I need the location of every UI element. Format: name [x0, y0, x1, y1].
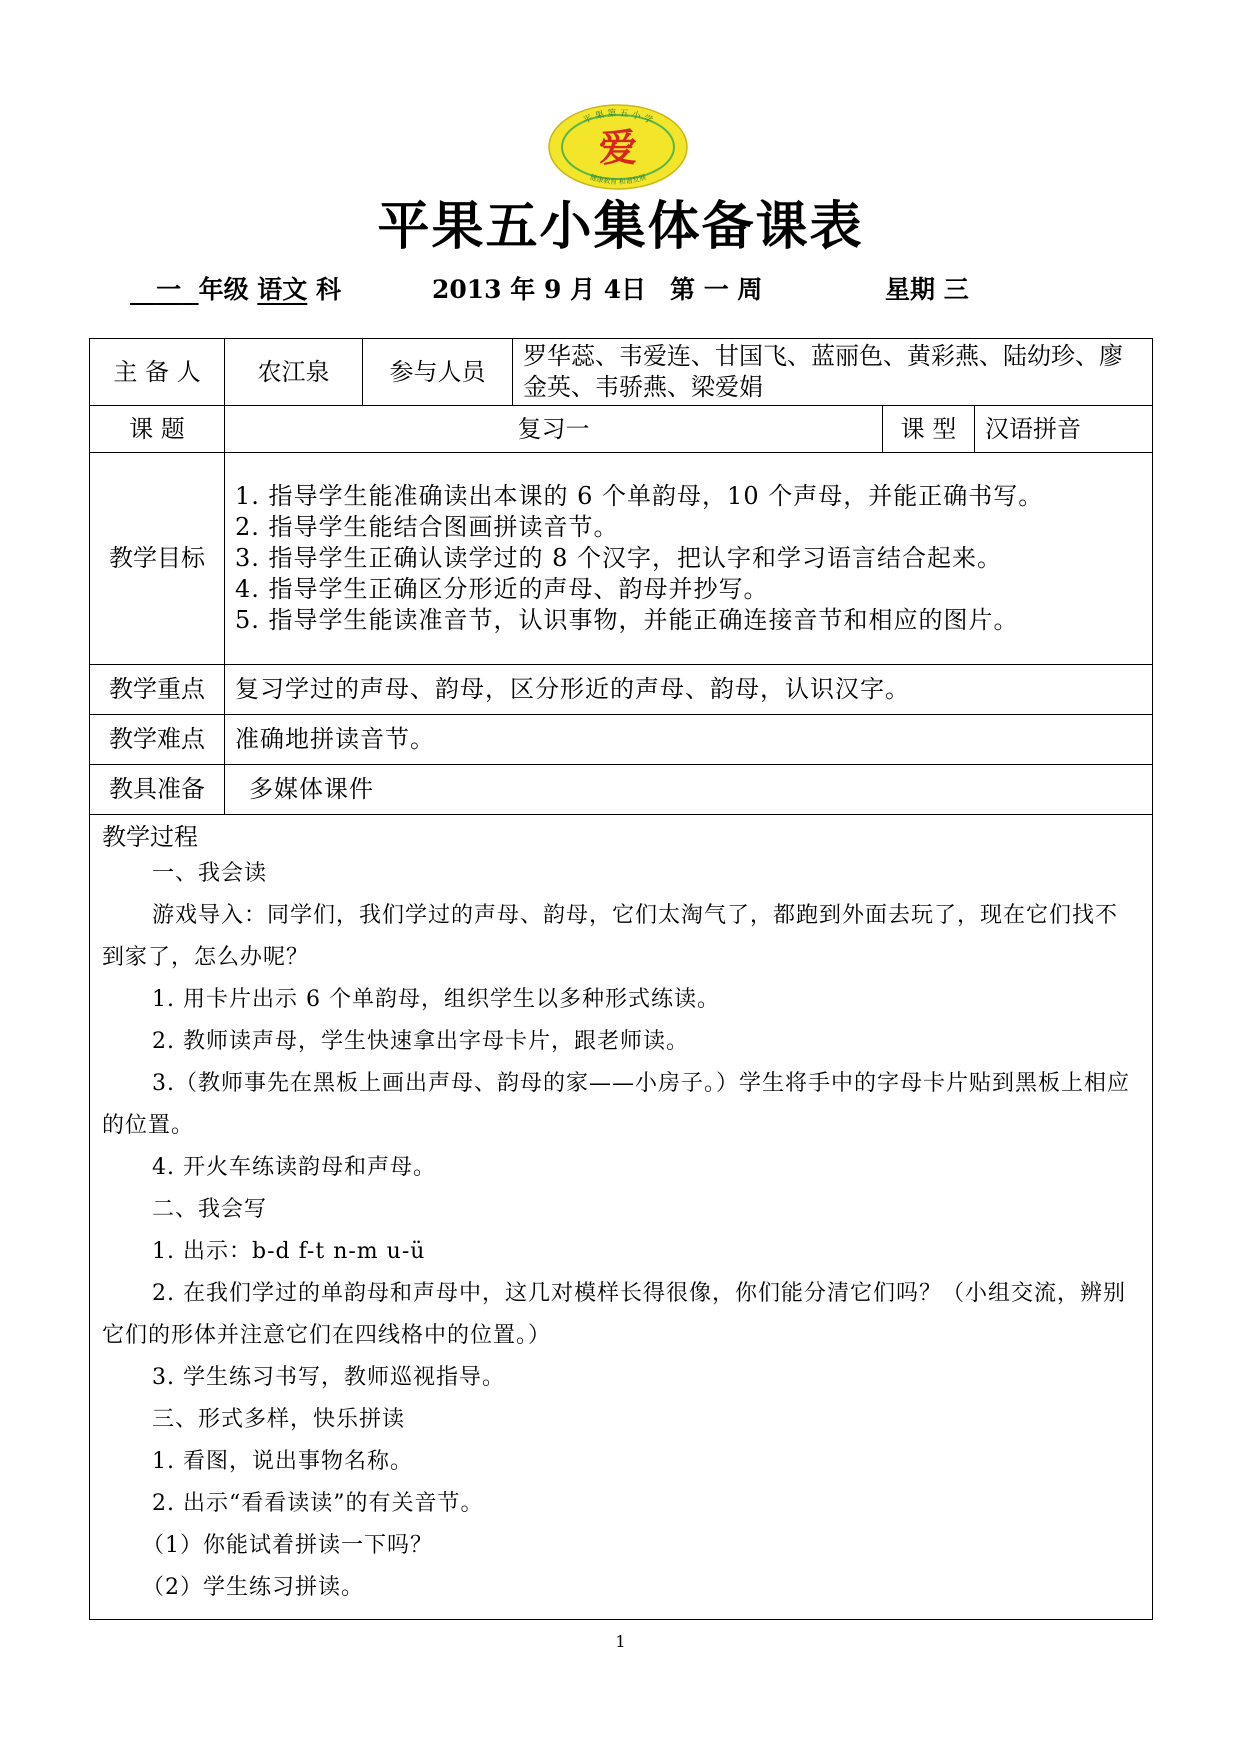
row-difficulty — [90, 715, 1153, 765]
logo-glyph: 爱 — [598, 126, 638, 170]
row-people — [90, 339, 1153, 406]
row-process — [90, 815, 1153, 1620]
process-line: 1. 出示：b-d f-t n-m u-ü — [152, 1239, 426, 1264]
process-line: 游戏导入：同学们，我们学过的声母、韵母，它们太淘气了，都跑到外面去玩了，现在它们找不到家了，怎么办呢？ — [102, 903, 1119, 970]
process-line: 3.（教师事先在黑板上画出声母、韵母的家——小房子。）学生将手中的字母卡片贴到黑板上相应的位置。 — [102, 1071, 1130, 1138]
page-title: 平果五小集体备课表 — [377, 197, 864, 257]
objective-item: 4. 指导学生正确区分形近的声母、韵母并抄写。 — [235, 575, 769, 603]
type-value: 汉语拼音 — [975, 406, 1153, 453]
process-line: （2）学生练习拼读。 — [142, 1575, 364, 1600]
row-tools — [90, 765, 1153, 815]
process-line: 1. 看图，说出事物名称。 — [152, 1449, 413, 1474]
lesson-plan-table — [89, 338, 1153, 1620]
process-line: 一、我会读 — [152, 861, 268, 886]
difficulty-value: 准确地拼读音节。 — [225, 715, 1153, 765]
objectives-label: 教学目标 — [90, 453, 225, 665]
presenter-name: 农江泉 — [225, 339, 363, 406]
objective-item: 3. 指导学生正确认读学过的 8 个汉字，把认字和学习语言结合起来。 — [235, 544, 1003, 572]
objectives-list — [225, 453, 1153, 665]
tools-value: 多媒体课件 — [225, 765, 1153, 815]
objective-item: 5. 指导学生能读准音节，认识事物，并能正确连接音节和相应的图片。 — [235, 606, 1019, 634]
participants-list: 罗华蕊、韦爱连、甘国飞、蓝丽色、黄彩燕、陆幼珍、廖金英、韦骄燕、梁爱娟 — [513, 339, 1153, 406]
school-logo — [548, 104, 688, 190]
objective-item: 2. 指导学生能结合图画拼读音节。 — [235, 513, 619, 541]
row-key-points — [90, 665, 1153, 715]
lesson-weekday: 星期 三 — [885, 275, 969, 304]
subject-label: 科 — [316, 275, 342, 304]
process-line: 三、形式多样，快乐拼读 — [152, 1407, 406, 1432]
process-line: 3. 学生练习书写，教师巡视指导。 — [152, 1365, 505, 1390]
participants-label: 参与人员 — [363, 339, 513, 406]
process-line: 2. 在我们学过的单韵母和声母中，这几对模样长得很像，你们能分清它们吗？（小组交流，辨别它们的形体并注意它们在四线格中的位置。） — [102, 1281, 1126, 1348]
row-objectives — [90, 453, 1153, 665]
process-line: 2. 出示“看看读读”的有关音节。 — [152, 1491, 484, 1516]
key-points-label: 教学重点 — [90, 665, 225, 715]
tools-label: 教具准备 — [90, 765, 225, 815]
process-line: 2. 教师读声母，学生快速拿出字母卡片，跟老师读。 — [152, 1029, 689, 1054]
row-topic — [90, 406, 1153, 453]
grade-label: 年级 — [198, 275, 249, 304]
lesson-week: 第 一 周 — [670, 275, 763, 304]
logo-ring-text: 平 果 第 五 小 学 — [582, 108, 654, 127]
process-line: 二、我会写 — [152, 1197, 268, 1222]
lesson-date: 2013 年 9 月 4日 — [432, 275, 647, 304]
page-number: 1 — [615, 1632, 626, 1651]
presenter-label: 主 备 人 — [90, 339, 225, 406]
process-line: 4. 开火车练读韵母和声母。 — [152, 1155, 436, 1180]
type-label: 课 型 — [883, 406, 975, 453]
process-section — [90, 815, 1153, 1620]
logo-bottom-text: 健康教育 和谐发展 — [588, 173, 648, 187]
grade-value: 一 — [156, 275, 182, 304]
difficulty-label: 教学难点 — [90, 715, 225, 765]
subject-value: 语文 — [257, 275, 308, 304]
process-line: （1）你能试着拼读一下吗？ — [142, 1533, 433, 1558]
topic-value: 复习一 — [225, 406, 883, 453]
process-heading: 教学过程 — [102, 823, 198, 851]
topic-label: 课 题 — [90, 406, 225, 453]
key-points-value: 复习学过的声母、韵母，区分形近的声母、韵母，认识汉字。 — [225, 665, 1153, 715]
objective-item: 1. 指导学生能准确读出本课的 6 个单韵母，10 个声母，并能正确书写。 — [235, 482, 1044, 510]
grade-subject — [130, 272, 341, 308]
process-line: 1. 用卡片出示 6 个单韵母，组织学生以多种形式练读。 — [152, 987, 720, 1012]
